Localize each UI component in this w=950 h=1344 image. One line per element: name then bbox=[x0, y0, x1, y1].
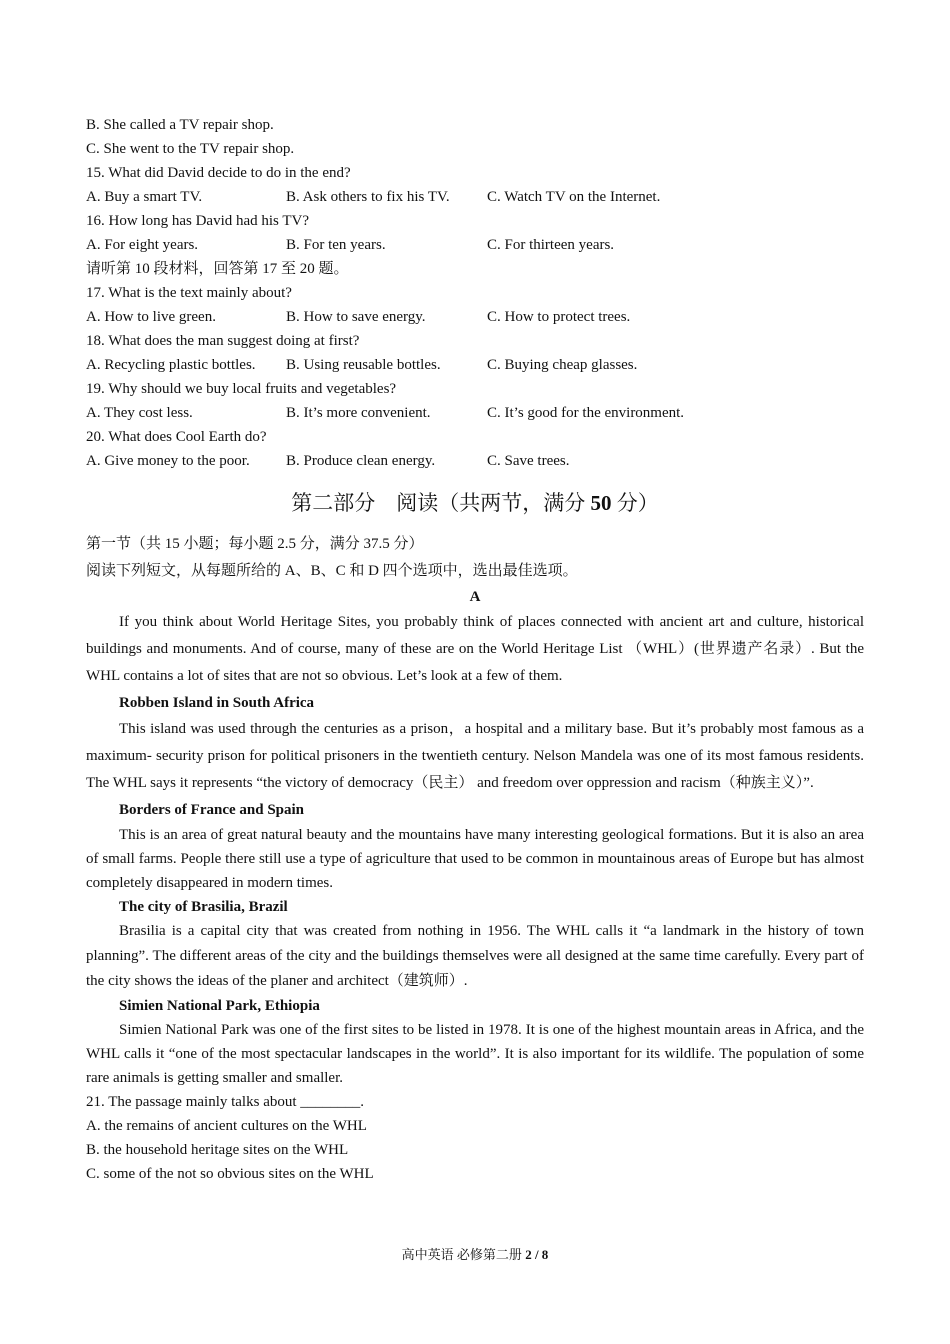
option-b: B. Produce clean energy. bbox=[286, 453, 436, 469]
part-title-pre: 第二部分 阅读（共两节，满分 bbox=[291, 491, 591, 515]
passage-label: A bbox=[469, 589, 481, 605]
option-row bbox=[86, 353, 864, 377]
passage-intro: If you think about World Heritage Sites, you probably think of places connected with ancient art and culture, historical buildings and monuments. And of course, many of these are on the World Heritage List （WHL）(世界遗产名录）. But the WHL contains a lot of sites that are not so obvious. Let’s look at a few of them. bbox=[86, 614, 864, 684]
option-c: C. Save trees. bbox=[487, 453, 570, 469]
site-heading: Simien National Park, Ethiopia bbox=[119, 998, 320, 1014]
option-a: A. Give money to the poor. bbox=[86, 453, 250, 469]
site-paragraph: This island was used through the centuries as a prison，a hospital and a military base. But it’s probably most famous as a maximum- security prison for political prisoners in the twentieth century. Nelson Mandela was one of its most famous residents. The WHL says it represents “the victory of democracy（民主） and freedom over oppression and racism（种族主义）”. bbox=[86, 721, 864, 791]
option-c: C. Watch TV on the Internet. bbox=[487, 189, 661, 205]
option-b: B. the household heritage sites on the WHL bbox=[86, 1142, 349, 1158]
option-b: B. For ten years. bbox=[286, 237, 386, 253]
option-row bbox=[86, 305, 864, 329]
site-heading: The city of Brasilia, Brazil bbox=[119, 899, 288, 915]
option-c: C. It’s good for the environment. bbox=[487, 405, 685, 421]
option-b: B. Ask others to fix his TV. bbox=[286, 189, 450, 205]
option-a: A. Buy a smart TV. bbox=[86, 189, 203, 205]
part-title bbox=[86, 489, 864, 517]
option-c: C. For thirteen years. bbox=[487, 237, 615, 253]
question-stem: 15. What did David decide to do in the end? bbox=[86, 165, 351, 181]
question-stem: 17. What is the text mainly about? bbox=[86, 285, 292, 301]
page-footer bbox=[0, 1245, 950, 1265]
option-row bbox=[86, 449, 864, 473]
option-c: C. How to protect trees. bbox=[487, 309, 631, 325]
question-stem: 18. What does the man suggest doing at first? bbox=[86, 333, 360, 349]
option-line: B. She called a TV repair shop. bbox=[86, 117, 274, 133]
option-c: C. some of the not so obvious sites on the WHL bbox=[86, 1166, 374, 1182]
question-stem: 16. How long has David had his TV? bbox=[86, 213, 310, 229]
page-number: 2 / 8 bbox=[525, 1247, 549, 1262]
option-a: A. Recycling plastic bottles. bbox=[86, 357, 256, 373]
option-b: B. Using reusable bottles. bbox=[286, 357, 441, 373]
site-paragraph: Brasilia is a capital city that was created from nothing in 1956. The WHL calls it “a landmark in the history of town planning”. The different areas of the city and the buildings themselves were all designed at the same time carefully. Every part of the city shows the ideas of the planer and architect（建筑师）. bbox=[86, 923, 864, 989]
option-b: B. It’s more convenient. bbox=[286, 405, 431, 421]
part-title-post: 分） bbox=[611, 491, 659, 515]
site-paragraph: Simien National Park was one of the first sites to be listed in 1978. It is one of the highest mountain areas in Africa, and the WHL calls it “one of the most spectacular landscapes in the world”. It is also important for its wildlife. The population of some rare animals is getting smaller and smaller. bbox=[86, 1022, 864, 1086]
page-content bbox=[86, 113, 864, 1186]
option-row bbox=[86, 401, 864, 425]
reading-instruction: 阅读下列短文，从每题所给的 A、B、C 和 D 四个选项中，选出最佳选项。 bbox=[86, 563, 578, 579]
option-a: A. For eight years. bbox=[86, 237, 199, 253]
option-a: A. How to live green. bbox=[86, 309, 216, 325]
question-stem: 20. What does Cool Earth do? bbox=[86, 429, 267, 445]
question-stem: 21. The passage mainly talks about ________. bbox=[86, 1094, 365, 1110]
option-row bbox=[86, 185, 864, 209]
option-row bbox=[86, 233, 864, 257]
footer-label: 高中英语 必修第二册 bbox=[401, 1247, 526, 1262]
part-title-score: 50 bbox=[590, 491, 612, 515]
question-stem: 19. Why should we buy local fruits and vegetables? bbox=[86, 381, 397, 397]
listening-instruction: 请听第 10 段材料，回答第 17 至 20 题。 bbox=[86, 261, 349, 277]
site-heading: Robben Island in South Africa bbox=[119, 695, 315, 711]
option-line: C. She went to the TV repair shop. bbox=[86, 141, 295, 157]
option-a: A. the remains of ancient cultures on the WHL bbox=[86, 1118, 367, 1134]
site-heading: Borders of France and Spain bbox=[119, 802, 305, 818]
option-b: B. How to save energy. bbox=[286, 309, 426, 325]
section-heading: 第一节（共 15 小题；每小题 2.5 分，满分 37.5 分） bbox=[86, 536, 424, 552]
site-paragraph: This is an area of great natural beauty and the mountains have many interesting geological formations. But it is also an area of small farms. People there still use a type of agriculture that used to be common in mountainous areas of Europe but has almost completely disappeared in modern times. bbox=[86, 827, 864, 891]
option-a: A. They cost less. bbox=[86, 405, 193, 421]
option-c: C. Buying cheap glasses. bbox=[487, 357, 638, 373]
